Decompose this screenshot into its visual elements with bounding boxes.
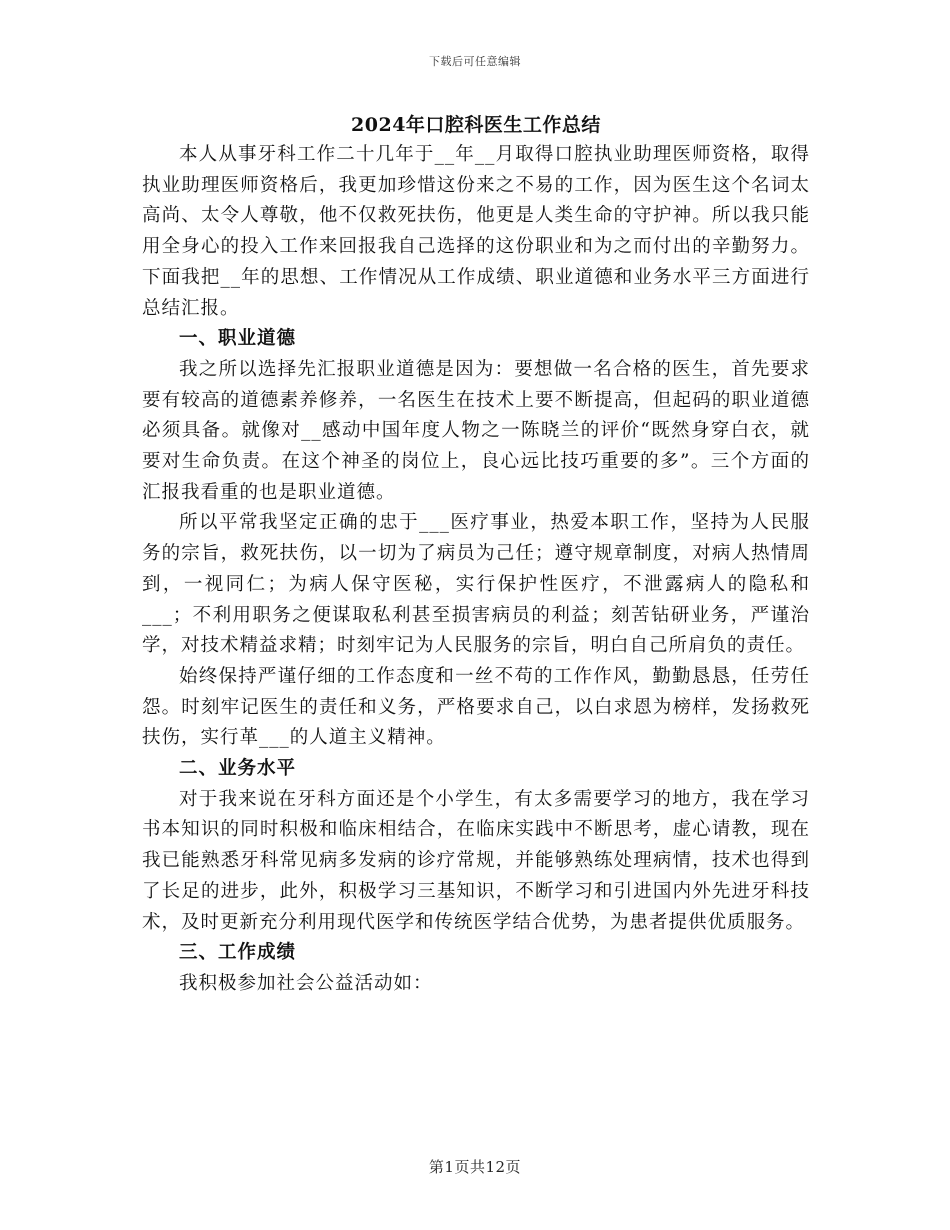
section-heading-achievements: 三、工作成绩 bbox=[179, 942, 297, 964]
achievements-paragraph-1: 我积极参加社会公益活动如： bbox=[179, 972, 433, 994]
section-heading-ethics: 一、职业道德 bbox=[179, 328, 297, 350]
ethics-paragraph-3: 始终保持严谨仔细的工作态度和一丝不苟的工作作风，勤勤恳恳，任劳任怨。时刻牢记医生的责任和义务，严格要求自己，以白求恩为榜样，发扬救死扶伤，实行革___的人道主义精神。 bbox=[142, 665, 810, 749]
intro-paragraph: 本人从事牙科工作二十几年于__年__月取得口腔执业助理医师资格，取得执业助理医师资格后，我更加珍惜这份来之不易的工作，因为医生这个名词太高尚、太令人尊敬，他不仅救死扶伤，他更是人类生命的守护神。所以我只能用全身心的投入工作来回报我自己选择的这份职业和为之而付出的辛勤努力。下面我把__年的思想、工作情况从工作成绩、职业道德和业务水平三方面进行总结汇报。 bbox=[142, 144, 810, 319]
skills-paragraph-1: 对于我来说在牙科方面还是个小学生，有太多需要学习的地方，我在学习书本知识的同时积极和临床相结合，在临床实践中不断思考，虚心请教，现在我已能熟悉牙科常见病多发病的诊疗常规，并能够熟练处理病情，技术也得到了长足的进步，此外，积极学习三基知识，不断学习和引进国内外先进牙科技术，及时更新充分利用现代医学和传统医学结合优势，为患者提供优质服务。 bbox=[142, 788, 810, 933]
document-body bbox=[142, 110, 810, 1000]
document-title: 2024年口腔科医生工作总结 bbox=[351, 114, 601, 136]
ethics-paragraph-2: 所以平常我坚定正确的忠于___医疗事业，热爱本职工作，坚持为人民服务的宗旨，救死扶伤，以一切为了病员为己任；遵守规章制度，对病人热情周到，一视同仁；为病人保守医秘，实行保护性医疗，不泄露病人的隐私和___；不利用职务之便谋取私利甚至损害病员的利益；刻苦钻研业务，严谨治学，对技术精益求精；时刻牢记为人民服务的宗旨，明白自己所肩负的责任。 bbox=[142, 512, 810, 657]
section-heading-skills: 二、业务水平 bbox=[179, 758, 297, 780]
page-number: 第1页共12页 bbox=[428, 1158, 522, 1176]
header-note: 下载后可任意编辑 bbox=[429, 55, 521, 68]
ethics-paragraph-1: 我之所以选择先汇报职业道德是因为：要想做一名合格的医生，首先要求要有较高的道德素养修养，一名医生在技术上要不断提高，但起码的职业道德必须具备。就像对__感动中国年度人物之一陈晓兰的评价“既然身穿白衣，就要对生命负责。在这个神圣的岗位上，良心远比技巧重要的多”。三个方面的汇报我看重的也是职业道德。 bbox=[142, 358, 810, 503]
